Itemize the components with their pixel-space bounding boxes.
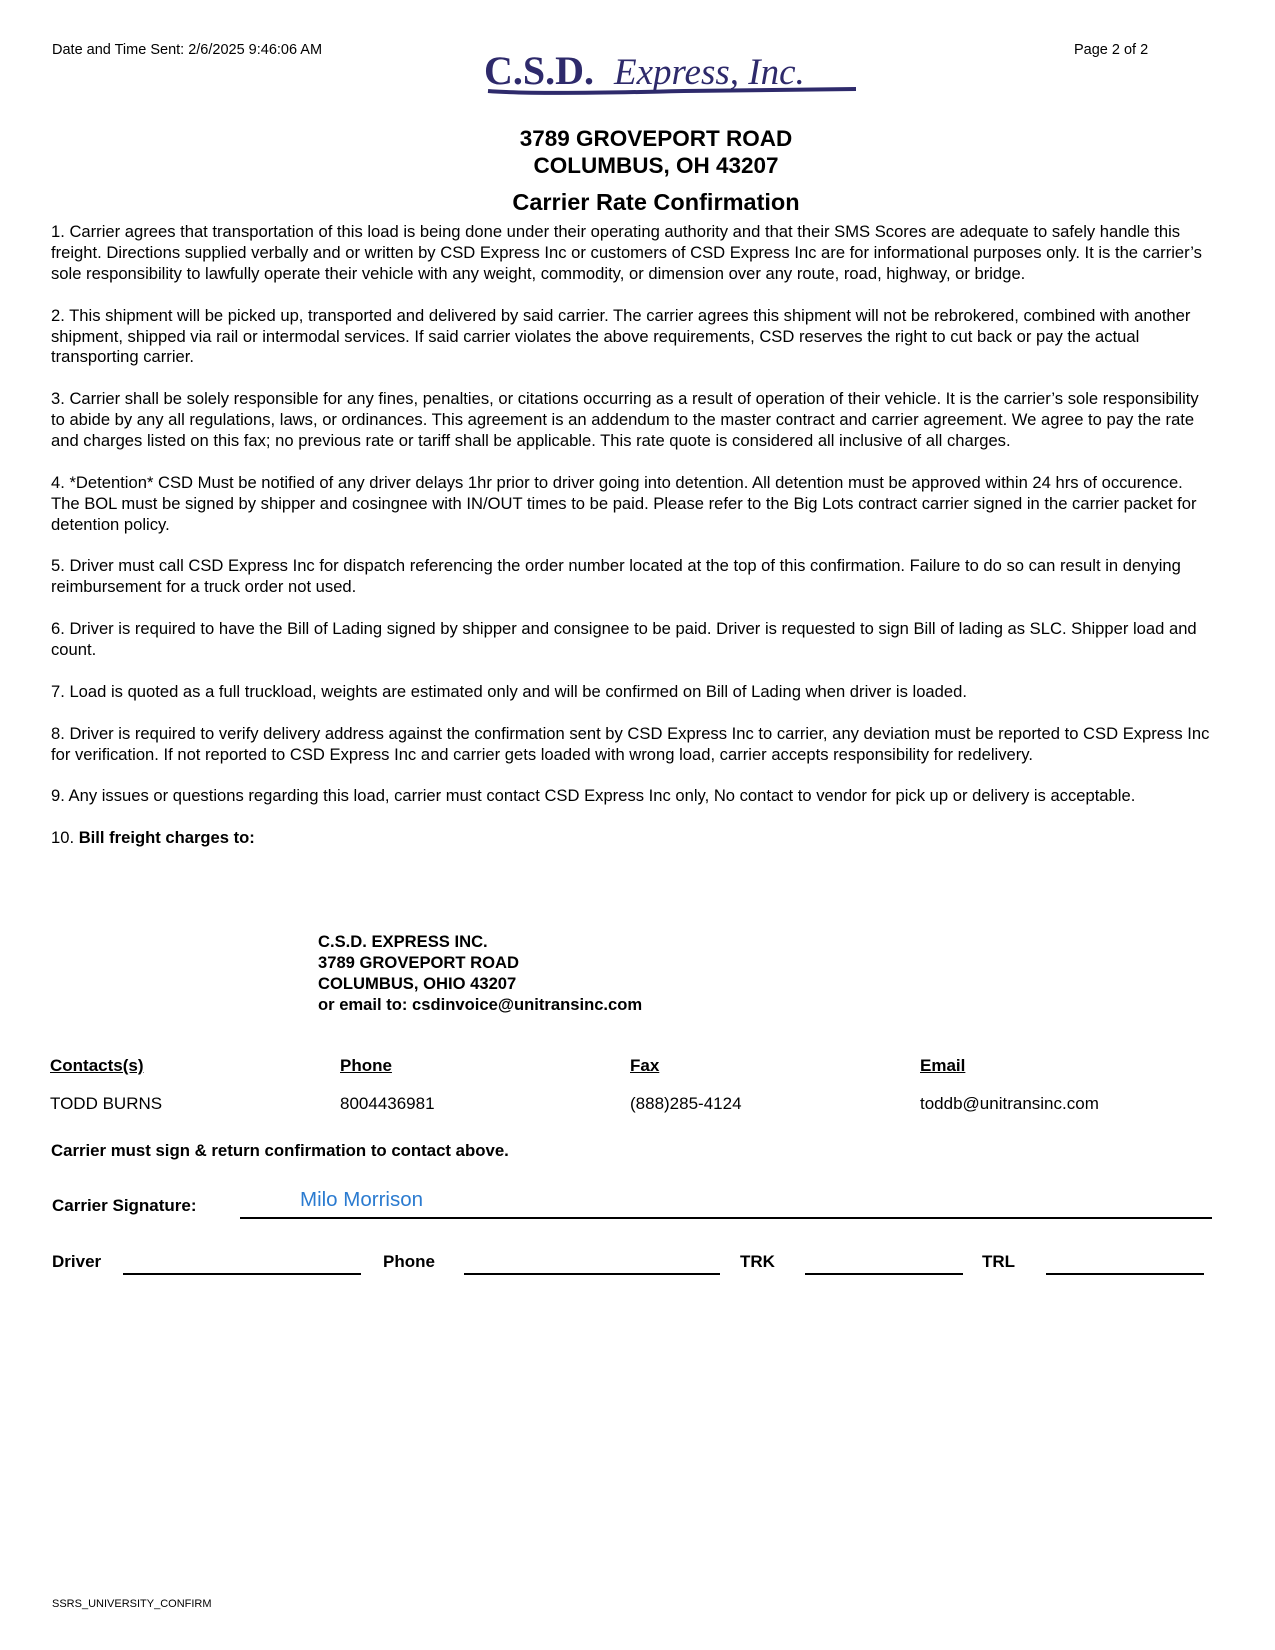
- driver-label: Driver: [52, 1252, 102, 1271]
- driver-line[interactable]: [123, 1273, 361, 1275]
- contact-email[interactable]: toddb@unitransinc.com: [920, 1094, 1099, 1113]
- contact-fax: (888)285-4124: [630, 1094, 742, 1113]
- page-number: Page 2 of 2: [1074, 42, 1149, 58]
- document-title: Carrier Rate Confirmation: [512, 189, 800, 215]
- term-4: 4. *Detention* CSD Must be notified of any driver delays 1hr prior to driver going into detention. All detention must be approved within 24 hrs of occurence. The BOL must be signed by shipper and cosingnee with IN/OUT times to be paid. Please refer to the Big Lots contract carrier signed in the carrier packet for detention policy.: [51, 472, 1197, 534]
- term-10-number: 10.: [51, 828, 75, 848]
- bill-to-label: Bill freight charges to:: [78, 828, 255, 848]
- trl-line[interactable]: [1046, 1273, 1204, 1275]
- bill-line-email: or email to: csdinvoice@unitransinc.com: [318, 994, 643, 1014]
- terms-list: [51, 222, 1211, 870]
- term-1: 1. Carrier agrees that transportation of this load is being done under their operating authority and that their SMS Scores are adequate to safely handle this freight. Directions supplied verbally and or written by CSD Express Inc or customers of CSD Express Inc are for informational purposes only. It is the carrier’s sole responsibility to lawfully operate their vehicle with any weight, commodity, or dimension over any route, road, highway, or bridge.: [51, 222, 1202, 283]
- term-5: 5. Driver must call CSD Express Inc for dispatch referencing the order number located at the top of this confirmation. Failure to do so can result in denying reimbursement for a truck order not used.: [51, 556, 1181, 597]
- report-footer-id: SSRS_UNIVERSITY_CONFIRM: [52, 1598, 212, 1610]
- contacts-header-phone: Phone: [340, 1056, 392, 1075]
- term-3: 3. Carrier shall be solely responsible for any fines, penalties, or citations occurring as a result of operation of their vehicle. It is the carrier’s sole responsibility to abide by any all regulations, laws, or ordinances. This agreement is an addendum to the master contract and carrier agreement. We agree to pay the rate and charges listed on this fax; no previous rate or tariff shall be applicable. This rate quote is considered all inclusive of all charges.: [51, 389, 1199, 451]
- term-7: 7. Load is quoted as a full truckload, weights are estimated only and will be confirmed on Bill of Lading when driver is loaded.: [51, 681, 967, 701]
- contacts-header-contact: Contacts(s): [50, 1056, 144, 1075]
- trk-line[interactable]: [805, 1273, 963, 1275]
- contact-phone: 8004436981: [340, 1094, 435, 1113]
- date-time-sent: Date and Time Sent: 2/6/2025 9:46:06 AM: [52, 42, 323, 58]
- address-line-2: COLUMBUS, OH 43207: [533, 153, 779, 178]
- carrier-signature-line[interactable]: [240, 1217, 1212, 1219]
- carrier-signature-name: Milo Morrison: [300, 1188, 424, 1211]
- term-8: 8. Driver is required to verify delivery address against the confirmation sent by CSD Express Inc to carrier, any deviation must be reported to CSD Express Inc for verification. If not reported to CSD Express Inc and carrier gets loaded with wrong load, carrier accepts responsibility for redelivery.: [51, 723, 1210, 764]
- trk-label: TRK: [740, 1252, 775, 1271]
- company-logo: [484, 44, 864, 104]
- phone-line[interactable]: [464, 1273, 720, 1275]
- trl-label: TRL: [982, 1252, 1016, 1271]
- term-6: 6. Driver is required to have the Bill of Lading signed by shipper and consignee to be paid. Driver is requested to sign Bill of lading as SLC. Shipper load and count.: [51, 619, 1197, 660]
- contacts-header-fax: Fax: [630, 1056, 660, 1075]
- contacts-header-email: Email: [920, 1056, 966, 1075]
- bill-to-address: [318, 932, 642, 1016]
- address-line-1: 3789 GROVEPORT ROAD: [519, 126, 793, 151]
- bill-line-company: C.S.D. EXPRESS INC.: [318, 932, 488, 951]
- carrier-signature-label: Carrier Signature:: [52, 1196, 197, 1215]
- must-sign-notice: Carrier must sign & return confirmation to contact above.: [51, 1141, 509, 1160]
- bill-line-street: 3789 GROVEPORT ROAD: [318, 952, 520, 972]
- bill-line-city: COLUMBUS, OHIO 43207: [318, 973, 517, 993]
- term-10: [51, 828, 1211, 849]
- contact-name: TODD BURNS: [50, 1094, 163, 1113]
- term-9: 9. Any issues or questions regarding this load, carrier must contact CSD Express Inc only, No contact to vendor for pick up or delivery is acceptable.: [51, 786, 1136, 806]
- phone-label: Phone: [383, 1252, 435, 1271]
- svg-text:Express, Inc.: Express, Inc.: [614, 52, 805, 93]
- term-2: 2. This shipment will be picked up, transported and delivered by said carrier. The carrier agrees this shipment will not be rebrokered, combined with another shipment, shipped via rail or intermodal services. If said carrier violates the above requirements, CSD reserves the right to cut back or pay the actual transporting carrier.: [51, 305, 1191, 367]
- svg-text:C.S.D.: C.S.D.: [484, 48, 595, 93]
